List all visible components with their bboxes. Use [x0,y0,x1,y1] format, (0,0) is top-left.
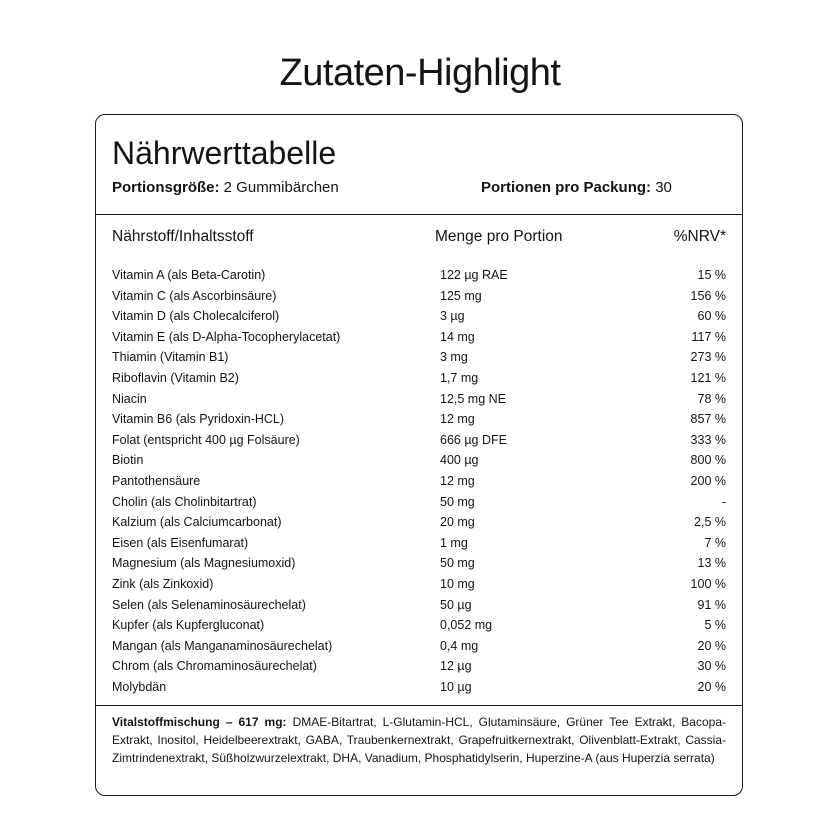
nutrient-nrv: 273 % [690,350,726,365]
table-row [96,409,742,430]
table-row [96,265,742,286]
footnote-divider [96,705,742,706]
column-header-nutrient: Nährstoff/Inhaltsstoff [112,228,254,245]
nutrient-name: Kupfer (als Kupfergluconat) [112,618,265,633]
table-row [96,389,742,410]
nutrient-name: Vitamin D (als Cholecalciferol) [112,309,280,324]
card-header [96,115,742,215]
nutrient-name: Vitamin A (als Beta-Carotin) [112,268,266,282]
nutrition-card [95,114,743,796]
nutrient-name: Vitamin E (als D-Alpha-Tocopherylacetat) [112,329,341,344]
nutrient-nrv: 117 % [691,329,726,344]
nutrient-name: Vitamin B6 (als Pyridoxin-HCL) [112,412,285,427]
table-row [96,533,742,554]
nutrient-name: Selen (als Selenaminosäurechelat) [112,597,306,612]
servings-per-pack [481,179,672,196]
nutrient-nrv: 100 % [690,576,726,591]
nutrient-nrv: 2,5 % [694,515,726,530]
nutrient-name: Riboflavin (Vitamin B2) [112,370,239,385]
nutrient-amount: 3 mg [440,350,468,365]
table-row [96,636,742,657]
footnote [112,713,726,767]
nutrient-nrv: 857 % [690,412,726,427]
nutrient-name: Folat (entspricht 400 µg Folsäure) [112,432,300,447]
nutrient-name: Cholin (als Cholinbitartrat) [112,494,257,509]
table-row [96,574,742,595]
table-row [96,615,742,636]
nutrient-nrv: 78 % [697,391,726,406]
nutrient-name: Vitamin C (als Ascorbinsäure) [112,288,277,303]
nutrient-amount: 12 mg [440,412,475,427]
table-row [96,471,742,492]
nutrient-amount: 0,4 mg [440,638,479,653]
nutrient-nrv: 13 % [697,556,726,571]
nutrient-amount: 12 mg [440,473,475,488]
nutrient-amount: 50 mg [440,494,475,509]
table-row [96,656,742,677]
table-row [96,553,742,574]
nutrient-nrv: 7 % [704,535,726,550]
nutrient-nrv: 156 % [690,288,726,303]
table-row [96,430,742,451]
nutrient-nrv: 20 % [697,679,726,694]
servings-per-pack-label: Portionen pro Packung: [481,179,652,196]
servings-per-pack-value: 30 [655,179,672,196]
serving-size-label: Portionsgröße: [112,179,220,196]
nutrient-name: Chrom (als Chromaminosäurechelat) [112,659,317,674]
nutrient-nrv: 30 % [697,659,726,674]
nutrient-nrv: 5 % [704,618,726,633]
table-row [96,595,742,616]
nutrient-nrv: - [721,494,726,509]
nutrient-nrv: 200 % [690,473,726,488]
footnote-label: Vitalstoffmischung – 617 mg: [112,715,287,729]
nutrient-name: Molybdän [112,679,167,694]
nutrient-name: Zink (als Zinkoxid) [112,576,214,591]
table-row [96,286,742,307]
serving-size [112,179,339,196]
nutrient-amount: 125 mg [440,288,482,303]
nutrient-amount: 1,7 mg [440,370,479,385]
footnote-text: DMAE-Bitartrat, L-Glutamin-HCL, Glutaminsäure, Grüner Tee Extrakt, Bacopa-Extrakt, Inositol, Heidelbeerextrakt, GABA, Traubenkernextrakt, Grapefruitkernextrakt, Olivenblatt-Extrakt, Cassia-Zimtrindenextrakt, Süßholzwurzelextrakt, DHA, Vanadium, Phosphatidylserin, Huperzine-A (aus Huperzia serrata) [112,715,726,765]
nutrient-nrv: 800 % [690,453,726,468]
nutrient-name: Eisen (als Eisenfumarat) [112,535,249,550]
nutrient-amount: 50 µg [440,597,472,612]
nutrient-nrv: 121 % [690,370,726,385]
nutrient-amount: 666 µg DFE [440,432,507,447]
nutrient-amount: 12,5 mg NE [440,391,507,406]
column-header-amount: Menge pro Portion [435,228,563,245]
nutrient-nrv: 91 % [697,597,726,612]
page-title: Zutaten-Highlight [279,52,561,94]
nutrient-nrv: 15 % [697,268,726,282]
nutrient-name: Magnesium (als Magnesiumoxid) [112,556,296,571]
nutrient-amount: 50 mg [440,556,475,571]
nutrient-amount: 12 µg [440,659,472,674]
nutrient-name: Niacin [112,391,147,406]
nutrient-amount: 400 µg [440,453,479,468]
column-header-nrv: %NRV* [673,228,726,245]
nutrient-amount: 0,052 mg [440,618,493,633]
nutrient-name: Mangan (als Manganaminosäurechelat) [112,638,333,653]
table-row [96,512,742,533]
nutrient-table [96,265,742,697]
table-row [96,347,742,368]
nutrient-amount: 1 mg [440,535,468,550]
nutrient-name: Biotin [112,453,144,468]
table-row [96,677,742,698]
nutrient-nrv: 20 % [697,638,726,653]
table-row [96,368,742,389]
nutrient-name: Thiamin (Vitamin B1) [112,350,229,365]
nutrient-nrv: 333 % [690,432,726,447]
table-row [96,450,742,471]
nutrient-name: Kalzium (als Calciumcarbonat) [112,515,282,530]
serving-size-value: 2 Gummibärchen [223,179,339,196]
nutrient-amount: 14 mg [440,329,475,344]
nutrient-amount: 3 µg [440,309,465,324]
table-row [96,492,742,513]
table-row [96,306,742,327]
nutrient-amount: 20 mg [440,515,475,530]
card-title: Nährwerttabelle [112,135,337,171]
nutrient-nrv: 60 % [697,309,726,324]
nutrient-amount: 122 µg RAE [440,268,508,282]
table-row [96,327,742,348]
nutrient-name: Pantothensäure [112,473,201,488]
nutrient-amount: 10 mg [440,576,475,591]
nutrient-amount: 10 µg [440,679,472,694]
